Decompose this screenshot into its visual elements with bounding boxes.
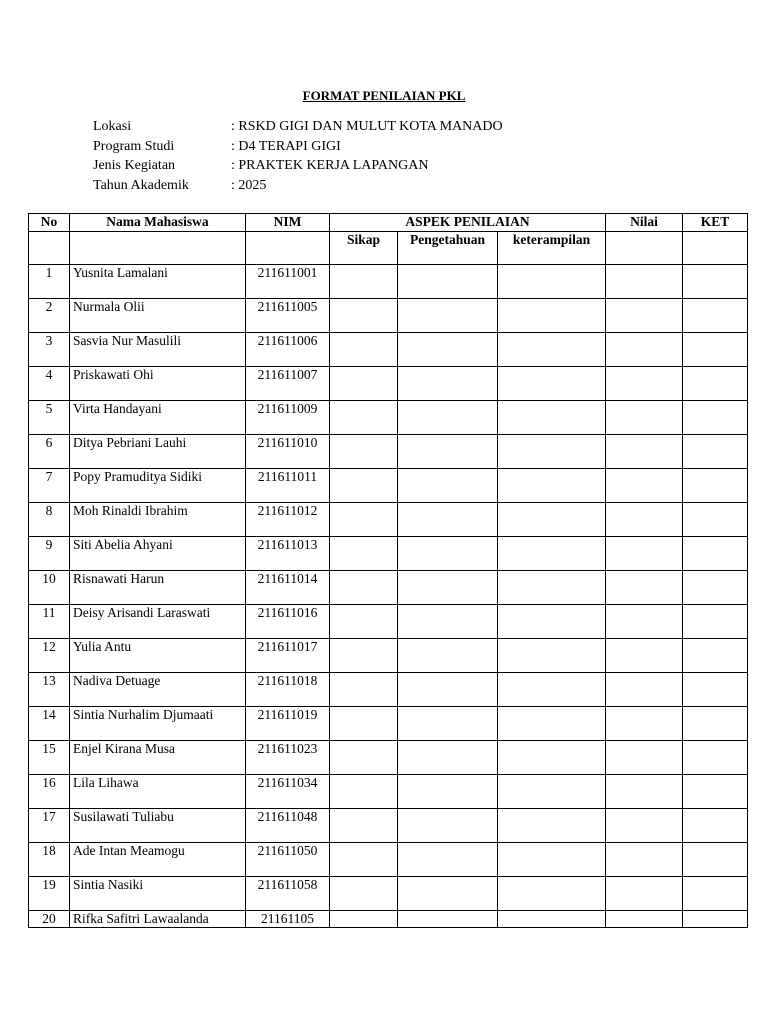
cell-keterampilan — [498, 809, 606, 843]
cell-pengetahuan — [398, 707, 498, 741]
header-nilai: Nilai — [606, 214, 683, 232]
cell-nim: 211611014 — [246, 571, 330, 605]
header-name: Nama Mahasiswa — [70, 214, 246, 232]
cell-pengetahuan — [398, 299, 498, 333]
cell-sikap — [330, 401, 398, 435]
cell-sikap — [330, 911, 398, 928]
cell-no: 19 — [29, 877, 70, 911]
cell-ket — [683, 571, 748, 605]
cell-nilai — [606, 571, 683, 605]
cell-no: 11 — [29, 605, 70, 639]
cell-pengetahuan — [398, 911, 498, 928]
cell-keterampilan — [498, 333, 606, 367]
cell-nim: 211611001 — [246, 265, 330, 299]
table-row — [29, 741, 748, 775]
header-no: No — [29, 214, 70, 232]
cell-keterampilan — [498, 265, 606, 299]
cell-nilai — [606, 877, 683, 911]
cell-name: Priskawati Ohi — [70, 367, 246, 401]
cell-name: Sintia Nurhalim Djumaati — [70, 707, 246, 741]
cell-nilai — [606, 367, 683, 401]
cell-pengetahuan — [398, 775, 498, 809]
cell-sikap — [330, 571, 398, 605]
cell-pengetahuan — [398, 435, 498, 469]
cell-no: 7 — [29, 469, 70, 503]
cell-ket — [683, 469, 748, 503]
cell-name: Yulia Antu — [70, 639, 246, 673]
cell-pengetahuan — [398, 877, 498, 911]
cell-ket — [683, 639, 748, 673]
cell-no: 10 — [29, 571, 70, 605]
cell-sikap — [330, 809, 398, 843]
table-row — [29, 333, 748, 367]
cell-pengetahuan — [398, 809, 498, 843]
cell-nim: 211611019 — [246, 707, 330, 741]
subheader-empty — [246, 232, 330, 265]
cell-nilai — [606, 333, 683, 367]
cell-name: Moh Rinaldi Ibrahim — [70, 503, 246, 537]
cell-nilai — [606, 843, 683, 877]
cell-keterampilan — [498, 571, 606, 605]
page-title: FORMAT PENILAIAN PKL — [302, 88, 466, 103]
cell-nilai — [606, 809, 683, 843]
cell-keterampilan — [498, 707, 606, 741]
cell-sikap — [330, 843, 398, 877]
cell-nilai — [606, 537, 683, 571]
cell-nim: 211611048 — [246, 809, 330, 843]
cell-nim: 211611005 — [246, 299, 330, 333]
cell-sikap — [330, 741, 398, 775]
subheader-empty — [29, 232, 70, 265]
cell-name: Sintia Nasiki — [70, 877, 246, 911]
cell-sikap — [330, 503, 398, 537]
cell-nim: 211611011 — [246, 469, 330, 503]
cell-keterampilan — [498, 639, 606, 673]
cell-ket — [683, 367, 748, 401]
cell-nilai — [606, 299, 683, 333]
cell-nim: 211611058 — [246, 877, 330, 911]
info-row-jenis-kegiatan — [93, 156, 503, 176]
header-pengetahuan: Pengetahuan — [398, 232, 498, 265]
cell-sikap — [330, 435, 398, 469]
table-row — [29, 537, 748, 571]
cell-no: 17 — [29, 809, 70, 843]
cell-nim: 211611013 — [246, 537, 330, 571]
cell-pengetahuan — [398, 503, 498, 537]
cell-nim: 21161105 — [246, 911, 330, 928]
cell-nim: 211611009 — [246, 401, 330, 435]
info-row-program-studi — [93, 137, 503, 157]
cell-sikap — [330, 537, 398, 571]
table-row — [29, 367, 748, 401]
cell-sikap — [330, 605, 398, 639]
cell-no: 2 — [29, 299, 70, 333]
cell-pengetahuan — [398, 673, 498, 707]
table-row — [29, 775, 748, 809]
header-keterampilan: keterampilan — [498, 232, 606, 265]
cell-ket — [683, 537, 748, 571]
info-value: : D4 TERAPI GIGI — [231, 138, 341, 154]
info-label: Tahun Akademik — [93, 177, 189, 193]
cell-nim: 211611007 — [246, 367, 330, 401]
cell-nilai — [606, 265, 683, 299]
cell-keterampilan — [498, 435, 606, 469]
cell-sikap — [330, 639, 398, 673]
cell-no: 15 — [29, 741, 70, 775]
cell-no: 5 — [29, 401, 70, 435]
cell-keterampilan — [498, 911, 606, 928]
cell-name: Lila Lihawa — [70, 775, 246, 809]
cell-sikap — [330, 299, 398, 333]
info-row-lokasi — [93, 117, 503, 137]
cell-ket — [683, 741, 748, 775]
table-row — [29, 435, 748, 469]
table-row — [29, 707, 748, 741]
cell-sikap — [330, 367, 398, 401]
header-aspek-penilaian: ASPEK PENILAIAN — [330, 214, 606, 232]
cell-pengetahuan — [398, 469, 498, 503]
cell-ket — [683, 911, 748, 928]
header-ket: KET — [683, 214, 748, 232]
cell-no: 12 — [29, 639, 70, 673]
table-row — [29, 639, 748, 673]
cell-name: Ade Intan Meamogu — [70, 843, 246, 877]
table-row — [29, 265, 748, 299]
info-block — [93, 117, 503, 195]
cell-keterampilan — [498, 605, 606, 639]
cell-name: Nadiva Detuage — [70, 673, 246, 707]
cell-nilai — [606, 707, 683, 741]
table-row — [29, 503, 748, 537]
cell-nilai — [606, 673, 683, 707]
subheader-empty — [606, 232, 683, 265]
info-value: : PRAKTEK KERJA LAPANGAN — [231, 158, 429, 173]
cell-keterampilan — [498, 843, 606, 877]
cell-name: Susilawati Tuliabu — [70, 809, 246, 843]
info-label: Jenis Kegiatan — [93, 158, 176, 173]
info-value: : RSKD GIGI DAN MULUT KOTA MANADO — [231, 119, 503, 134]
subheader-empty — [683, 232, 748, 265]
cell-nilai — [606, 469, 683, 503]
cell-name: Risnawati Harun — [70, 571, 246, 605]
table-row — [29, 911, 748, 928]
cell-keterampilan — [498, 401, 606, 435]
cell-ket — [683, 843, 748, 877]
cell-no: 1 — [29, 265, 70, 299]
cell-nilai — [606, 741, 683, 775]
cell-pengetahuan — [398, 265, 498, 299]
cell-nim: 211611034 — [246, 775, 330, 809]
cell-nilai — [606, 911, 683, 928]
table-row — [29, 843, 748, 877]
cell-keterampilan — [498, 537, 606, 571]
cell-name: Virta Handayani — [70, 401, 246, 435]
cell-keterampilan — [498, 299, 606, 333]
subheader-empty — [70, 232, 246, 265]
table-row — [29, 877, 748, 911]
cell-keterampilan — [498, 469, 606, 503]
cell-ket — [683, 265, 748, 299]
table-row — [29, 605, 748, 639]
cell-ket — [683, 809, 748, 843]
cell-nim: 211611017 — [246, 639, 330, 673]
cell-pengetahuan — [398, 639, 498, 673]
info-label: Lokasi — [93, 119, 132, 134]
cell-nilai — [606, 401, 683, 435]
cell-keterampilan — [498, 367, 606, 401]
cell-nim: 211611016 — [246, 605, 330, 639]
cell-ket — [683, 775, 748, 809]
cell-nilai — [606, 503, 683, 537]
cell-name: Siti Abelia Ahyani — [70, 537, 246, 571]
cell-keterampilan — [498, 775, 606, 809]
cell-ket — [683, 877, 748, 911]
cell-name: Enjel Kirana Musa — [70, 741, 246, 775]
cell-no: 13 — [29, 673, 70, 707]
table-row — [29, 299, 748, 333]
header-sikap: Sikap — [330, 232, 398, 265]
cell-sikap — [330, 673, 398, 707]
cell-name: Deisy Arisandi Laraswati — [70, 605, 246, 639]
info-label: Program Studi — [93, 138, 175, 154]
cell-pengetahuan — [398, 537, 498, 571]
cell-sikap — [330, 877, 398, 911]
cell-nim: 211611050 — [246, 843, 330, 877]
cell-no: 8 — [29, 503, 70, 537]
table-row — [29, 469, 748, 503]
cell-ket — [683, 401, 748, 435]
cell-pengetahuan — [398, 741, 498, 775]
cell-name: Nurmala Olii — [70, 299, 246, 333]
cell-keterampilan — [498, 673, 606, 707]
cell-pengetahuan — [398, 367, 498, 401]
cell-sikap — [330, 775, 398, 809]
table-row — [29, 571, 748, 605]
table-row — [29, 673, 748, 707]
table-header-row — [29, 214, 748, 232]
cell-pengetahuan — [398, 843, 498, 877]
cell-nim: 211611012 — [246, 503, 330, 537]
cell-name: Rifka Safitri Lawaalanda — [70, 911, 246, 928]
cell-ket — [683, 435, 748, 469]
cell-keterampilan — [498, 503, 606, 537]
cell-pengetahuan — [398, 605, 498, 639]
assessment-table — [28, 213, 748, 928]
table-row — [29, 809, 748, 843]
cell-name: Sasvia Nur Masulili — [70, 333, 246, 367]
cell-no: 20 — [29, 911, 70, 928]
cell-no: 14 — [29, 707, 70, 741]
cell-no: 4 — [29, 367, 70, 401]
cell-pengetahuan — [398, 333, 498, 367]
cell-ket — [683, 605, 748, 639]
cell-nilai — [606, 605, 683, 639]
cell-no: 6 — [29, 435, 70, 469]
cell-no: 9 — [29, 537, 70, 571]
cell-keterampilan — [498, 741, 606, 775]
cell-pengetahuan — [398, 401, 498, 435]
cell-nim: 211611023 — [246, 741, 330, 775]
cell-nim: 211611018 — [246, 673, 330, 707]
cell-pengetahuan — [398, 571, 498, 605]
cell-sikap — [330, 265, 398, 299]
cell-ket — [683, 503, 748, 537]
cell-name: Yusnita Lamalani — [70, 265, 246, 299]
info-row-tahun-akademik — [93, 176, 503, 196]
header-nim: NIM — [246, 214, 330, 232]
cell-nilai — [606, 435, 683, 469]
cell-ket — [683, 707, 748, 741]
cell-nilai — [606, 775, 683, 809]
cell-sikap — [330, 469, 398, 503]
cell-nilai — [606, 639, 683, 673]
cell-keterampilan — [498, 877, 606, 911]
cell-name: Ditya Pebriani Lauhi — [70, 435, 246, 469]
cell-sikap — [330, 707, 398, 741]
info-value: : 2025 — [231, 177, 267, 193]
cell-no: 16 — [29, 775, 70, 809]
table-subheader-row — [29, 232, 748, 265]
cell-no: 3 — [29, 333, 70, 367]
cell-nim: 211611010 — [246, 435, 330, 469]
cell-ket — [683, 673, 748, 707]
cell-ket — [683, 333, 748, 367]
cell-sikap — [330, 333, 398, 367]
cell-ket — [683, 299, 748, 333]
cell-no: 18 — [29, 843, 70, 877]
cell-name: Popy Pramuditya Sidiki — [70, 469, 246, 503]
table-body — [29, 265, 748, 928]
table-row — [29, 401, 748, 435]
cell-nim: 211611006 — [246, 333, 330, 367]
